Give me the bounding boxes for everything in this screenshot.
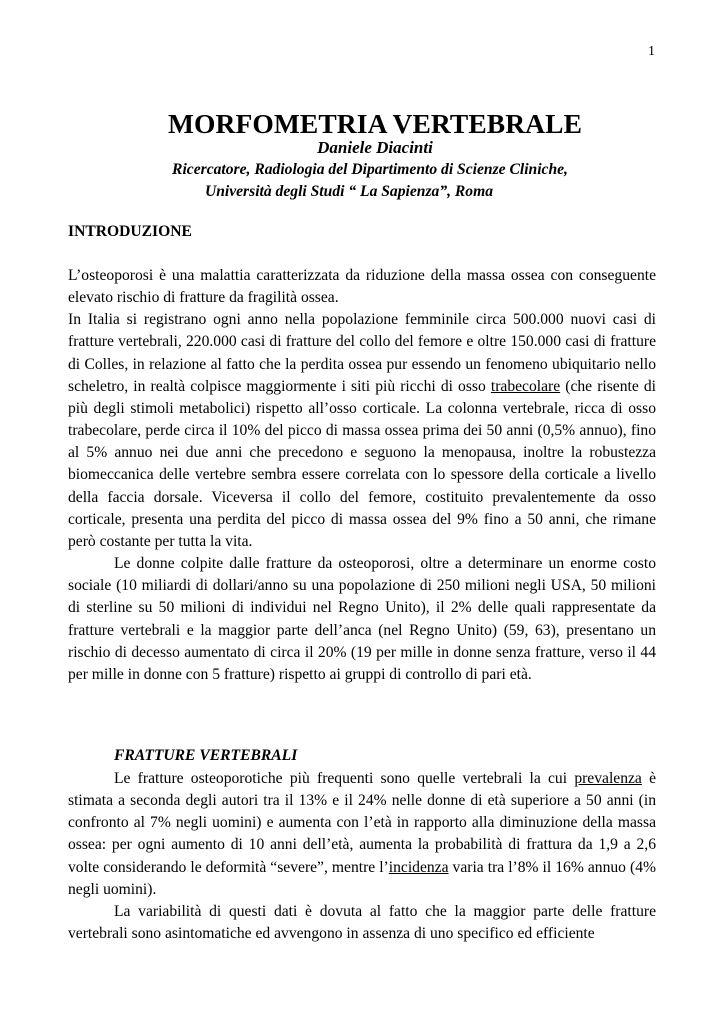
- author-affiliation-line1: Ricercatore, Radiologia del Dipartimento di Scienze Cliniche,: [172, 161, 568, 178]
- author-name: Daniele Diacinti: [317, 138, 433, 157]
- paragraph: Le donne colpite dalle fratture da osteoporosi, oltre a determinare un enorme costo sociale (10 miliardi di dollari/anno su una popolazione di 250 milioni negli USA, 50 milioni di sterline su 50 milioni di individui nel Regno Unito), il 2% delle quali rappresentate da fratture vertebrali e la maggior parte dell’anca (nel Regno Unito) (59, 63), presentano un rischio di decesso aumentato di circa il 20% (19 per mille in donne senza fratture, verso il 44 per mille in donne con 5 fratture) rispetto ai gruppi di controllo di pari età.: [68, 555, 656, 683]
- text-span: In Italia si registrano ogni anno nella popolazione femminile circa 500.000 nuovi casi di fratture vertebrali, 220.000 casi di fratture del collo del femore e oltre 150.000 casi di fratture di Colles, in relazione al fatto che la perdita ossea pur essendo un fenomeno ubiquitario nello scheletro, in realtà colpisce maggiormente i siti più ricchi di osso: [68, 311, 656, 395]
- text-span: Le fratture osteoporotiche più frequenti sono quelle vertebrali la cui: [114, 770, 575, 787]
- underlined-term: incidenza: [388, 858, 449, 876]
- paragraph: [68, 309, 656, 553]
- fratture-body: [68, 768, 656, 945]
- author-affiliation-line2: Università degli Studi “ La Sapienza”, Roma: [204, 183, 494, 200]
- paragraph: [68, 768, 656, 901]
- page-number: 1: [648, 44, 655, 59]
- underlined-term: prevalenza: [574, 770, 642, 787]
- paragraph: La variabilità di questi dati è dovuta al fatto che la maggior parte delle fratture vertebrali sono asintomatiche ed avvengono in assenza di uno specifico ed efficiente: [68, 902, 656, 943]
- underlined-term: trabecolare: [490, 377, 561, 395]
- text-span: è stimata a seconda degli autori tra il 13% e il 24% nelle donne di età superiore a 50 anni (in confronto al 7% negli uomini) e aumenta con l’età in rapporto alla diminuzione della massa ossea: per ogni aumento di 10 anni dell’età, aumenta la probabilità di frattura da 1,9 a 2,6 volte considerando le deformità “severe”, mentre l’: [68, 770, 657, 876]
- section-heading-fratture-vertebrali: FRATTURE VERTEBRALI: [114, 747, 298, 764]
- introduction-body: [68, 265, 656, 686]
- paragraph: L’osteoporosi è una malattia caratterizzata da riduzione della massa ossea con conseguente elevato rischio di fratture da fragilità ossea.: [68, 267, 656, 307]
- text-span: varia tra l’8% il 16% annuo (4% negli uomini).: [68, 858, 656, 898]
- text-span: (che risente di più degli stimoli metabolici) rispetto all’osso corticale. La colonna vertebrale, ricca di osso trabecolare, perde circa il 10% del picco di massa ossea prima dei 50 anni (0,5% annuo), fino al 5% annuo nei due anni che precedono e seguono la menopausa, inoltre la robustezza biomeccanica delle vertebre sembra essere correlata con lo spessore della corticale a livello della faccia dorsale. Viceversa il collo del femore, costituito prevalentemente da osso corticale, presenta una perdita del picco di massa ossea del 9% fino a 50 anni, che rimane però costante per tutta la vita.: [68, 377, 656, 550]
- section-heading-introduzione: INTRODUZIONE: [68, 223, 192, 240]
- document-title: MORFOMETRIA VERTEBRALE: [167, 108, 583, 139]
